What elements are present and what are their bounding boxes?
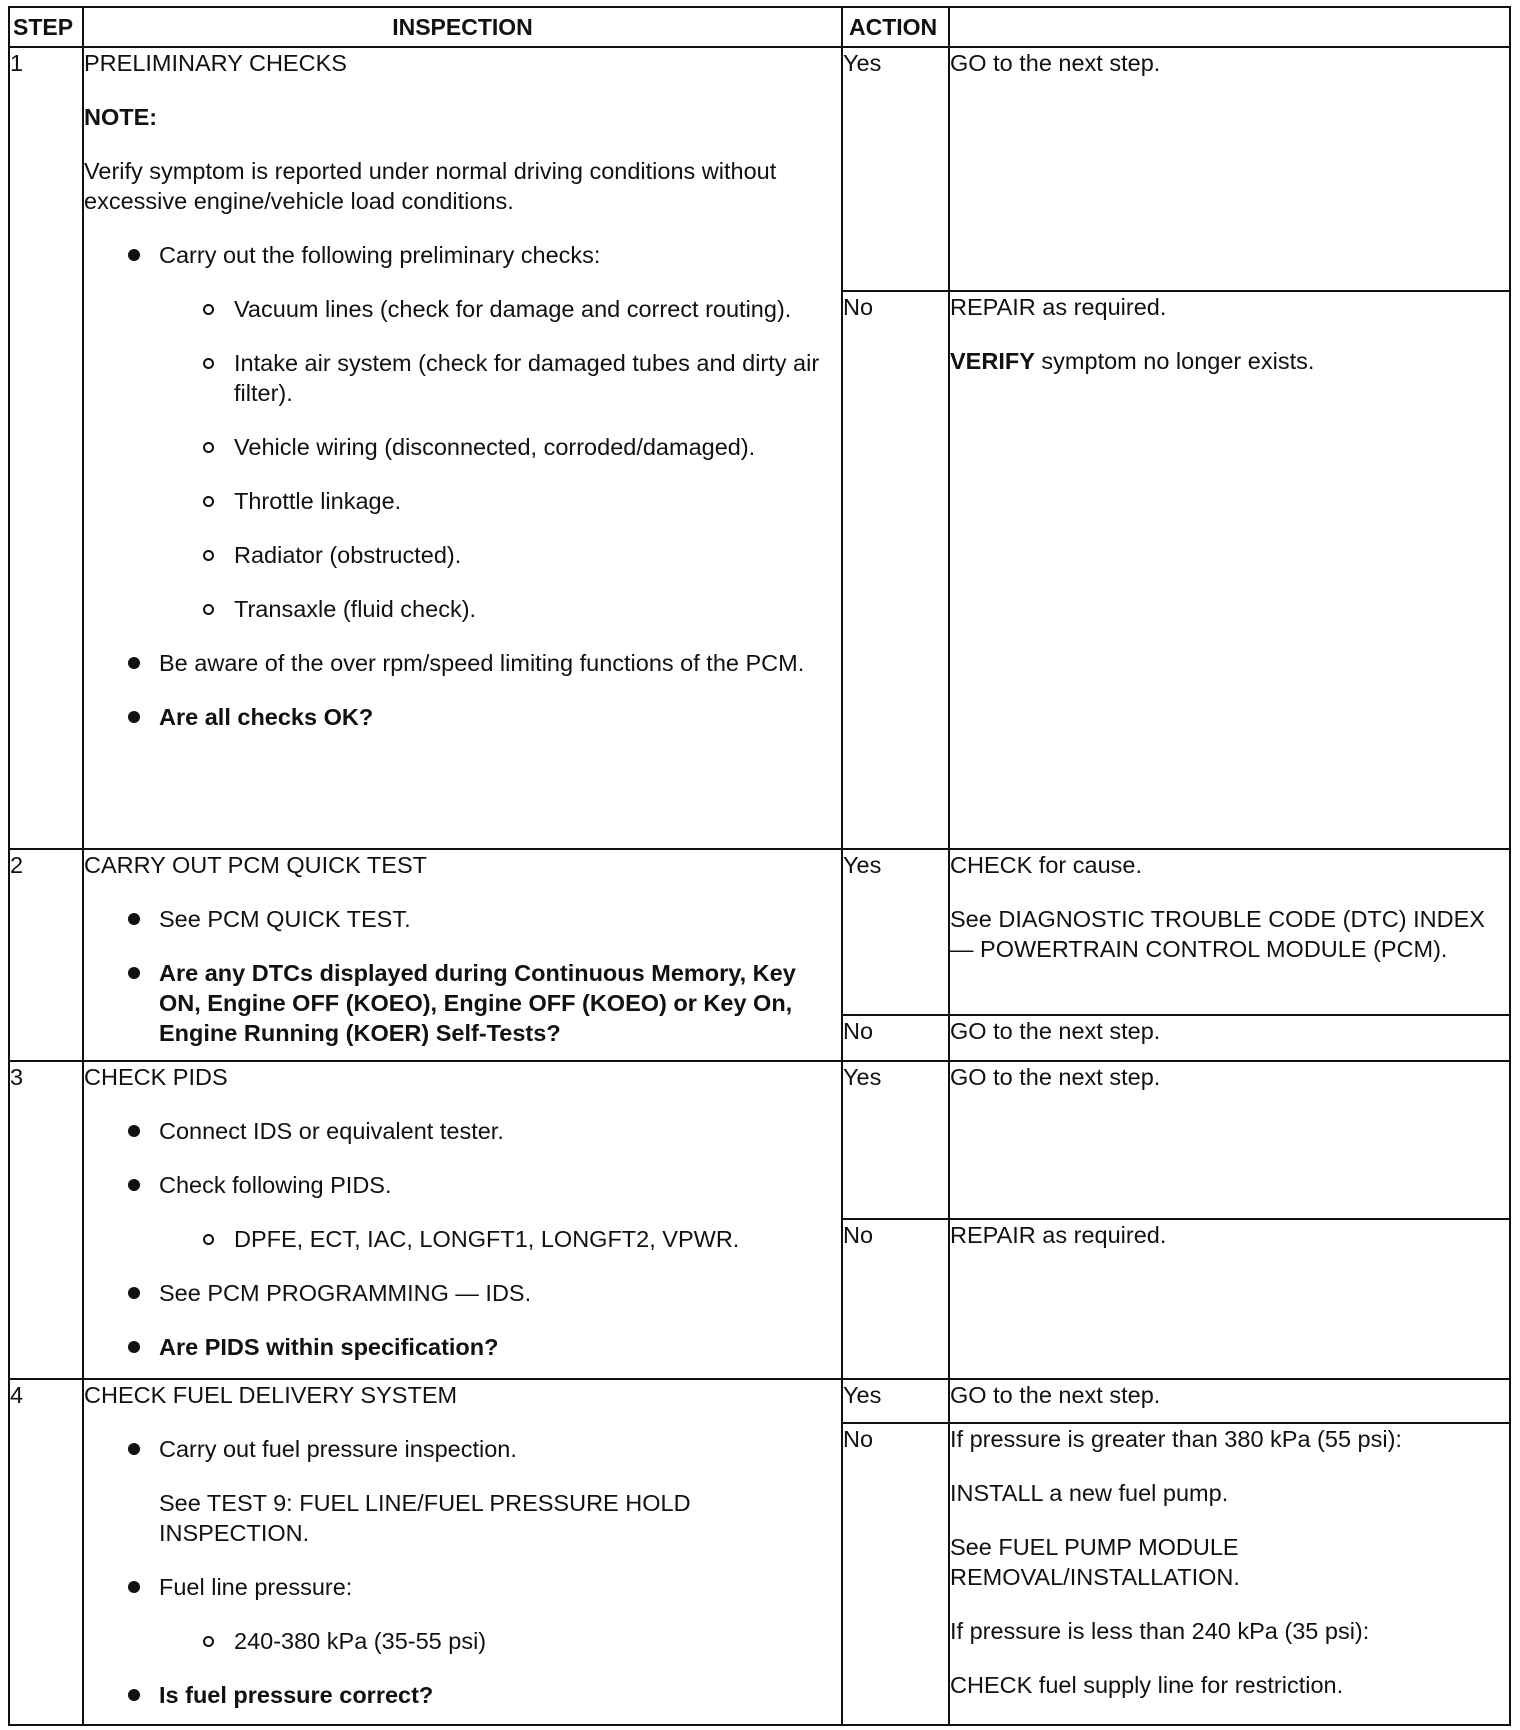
step-1-title: PRELIMINARY CHECKS xyxy=(84,50,347,76)
header-row xyxy=(9,7,1510,47)
diagnostic-table xyxy=(8,6,1511,1726)
step-3-bullet-1: Connect IDS or equivalent tester. xyxy=(84,1116,841,1146)
step-2-yes-label: Yes xyxy=(842,849,949,1015)
step-1-subitem: Vacuum lines (check for damage and correct routing). xyxy=(84,294,841,324)
step-1-subitem: Radiator (obstructed). xyxy=(84,540,841,570)
step-1-note-text: Verify symptom is reported under normal driving conditions without excessive engine/vehicle load conditions. xyxy=(84,158,777,214)
step-2-yes-action-1: CHECK for cause. xyxy=(950,852,1142,878)
step-1-yes-label: Yes xyxy=(842,47,949,291)
step-2-bullet-1: See PCM QUICK TEST. xyxy=(84,904,841,934)
step-1-no-action-2 xyxy=(950,346,1509,376)
step-1-yes-action: GO to the next step. xyxy=(949,47,1510,291)
step-3-yes-row xyxy=(9,1061,1510,1219)
step-2-number: 2 xyxy=(9,849,83,1061)
step-3-inspection xyxy=(83,1061,842,1379)
step-2-title: CARRY OUT PCM QUICK TEST xyxy=(84,852,427,878)
header-inspection: INSPECTION xyxy=(83,7,842,47)
step-4-no-action-2: INSTALL a new fuel pump. xyxy=(950,1480,1229,1506)
step-1-subitem: Vehicle wiring (disconnected, corroded/damaged). xyxy=(84,432,841,462)
header-action: ACTION xyxy=(842,7,949,47)
step-1-bullet-1: Carry out the following preliminary checks: xyxy=(84,240,841,270)
step-4-question: Is fuel pressure correct? xyxy=(84,1680,841,1710)
step-4-no-action-3: See FUEL PUMP MODULE REMOVAL/INSTALLATION. xyxy=(950,1534,1240,1590)
step-4-bullet-1: Carry out fuel pressure inspection. xyxy=(84,1434,841,1464)
step-4-no-action-1: If pressure is greater than 380 kPa (55 psi): xyxy=(950,1426,1402,1452)
step-1-note-label: NOTE: xyxy=(84,104,158,130)
step-4-subitem: 240-380 kPa (35-55 psi) xyxy=(84,1626,841,1656)
step-3-yes-action: GO to the next step. xyxy=(949,1061,1510,1219)
step-4-title: CHECK FUEL DELIVERY SYSTEM xyxy=(84,1382,458,1408)
step-2-yes-row xyxy=(9,849,1510,1015)
header-result xyxy=(949,7,1510,47)
verify-text: symptom no longer exists. xyxy=(1034,348,1315,374)
step-2-yes-action-2: See DIAGNOSTIC TROUBLE CODE (DTC) INDEX — POWERTRAIN CONTROL MODULE (PCM). xyxy=(950,906,1485,962)
step-4-see-test: See TEST 9: FUEL LINE/FUEL PRESSURE HOLD INSPECTION. xyxy=(159,1490,691,1546)
step-4-no-label: No xyxy=(842,1423,949,1725)
step-2-yes-action xyxy=(949,849,1510,1015)
step-1-yes-row xyxy=(9,47,1510,291)
step-4-no-action-5: CHECK fuel supply line for restriction. xyxy=(950,1672,1344,1698)
step-1-subitem: Transaxle (fluid check). xyxy=(84,594,841,624)
step-2-question: Are any DTCs displayed during Continuous Memory, Key ON, Engine OFF (KOEO), Engine OFF (KOEO) or Key On, Engine Running (KOER) Self-Tests? xyxy=(84,958,841,1048)
step-1-subitem: Throttle linkage. xyxy=(84,486,841,516)
step-3-no-label: No xyxy=(842,1219,949,1379)
step-1-no-action-1: REPAIR as required. xyxy=(950,294,1167,320)
step-4-bullet-2: Fuel line pressure: xyxy=(84,1572,841,1602)
step-4-number: 4 xyxy=(9,1379,83,1725)
step-1-question: Are all checks OK? xyxy=(84,702,841,732)
step-2-inspection xyxy=(83,849,842,1061)
step-1-number: 1 xyxy=(9,47,83,849)
header-step: STEP xyxy=(9,7,83,47)
verify-keyword: VERIFY xyxy=(950,348,1035,374)
step-2-no-action: GO to the next step. xyxy=(949,1015,1510,1061)
step-3-bullet-3: See PCM PROGRAMMING — IDS. xyxy=(84,1278,841,1308)
step-1-no-action xyxy=(949,291,1510,849)
step-4-yes-label: Yes xyxy=(842,1379,949,1423)
step-3-subitem: DPFE, ECT, IAC, LONGFT1, LONGFT2, VPWR. xyxy=(84,1224,841,1254)
step-1-subitem: Intake air system (check for damaged tubes and dirty air filter). xyxy=(84,348,841,408)
step-4-no-action-4: If pressure is less than 240 kPa (35 psi): xyxy=(950,1618,1370,1644)
step-3-bullet-2: Check following PIDS. xyxy=(84,1170,841,1200)
step-2-no-label: No xyxy=(842,1015,949,1061)
step-1-inspection xyxy=(83,47,842,849)
step-3-question: Are PIDS within specification? xyxy=(84,1332,841,1362)
step-4-yes-row xyxy=(9,1379,1510,1423)
step-3-title: CHECK PIDS xyxy=(84,1064,228,1090)
step-3-number: 3 xyxy=(9,1061,83,1379)
step-3-no-action: REPAIR as required. xyxy=(949,1219,1510,1379)
step-4-yes-action: GO to the next step. xyxy=(949,1379,1510,1423)
step-1-no-label: No xyxy=(842,291,949,849)
step-4-inspection xyxy=(83,1379,842,1725)
step-4-no-action xyxy=(949,1423,1510,1725)
step-1-bullet-2: Be aware of the over rpm/speed limiting functions of the PCM. xyxy=(84,648,841,678)
step-3-yes-label: Yes xyxy=(842,1061,949,1219)
